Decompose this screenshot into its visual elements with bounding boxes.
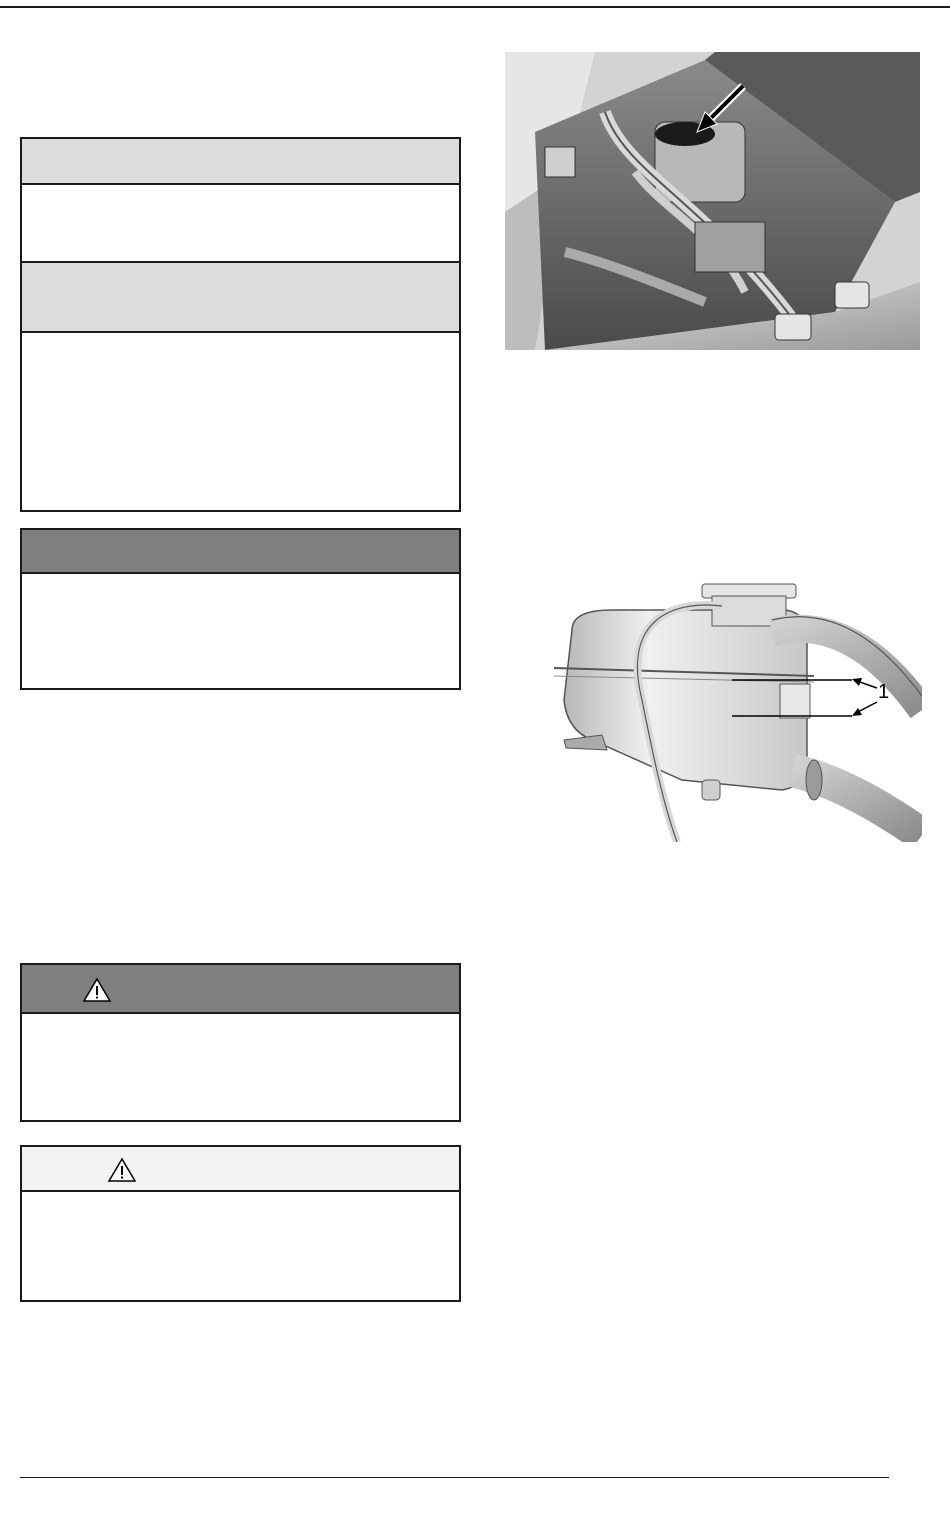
notice-box-1-body bbox=[22, 185, 459, 261]
warning-box bbox=[20, 963, 461, 1122]
footer-rule bbox=[20, 1477, 889, 1478]
notice-box-3-header bbox=[22, 530, 459, 574]
notice-box-3 bbox=[20, 528, 461, 690]
warning-triangle-icon bbox=[82, 977, 112, 1003]
engine-compartment-illustration bbox=[505, 52, 920, 350]
coolant-tank-illustration bbox=[552, 580, 922, 842]
caution-box-body bbox=[22, 1192, 459, 1300]
notice-box-2-body bbox=[22, 333, 459, 508]
notice-box-3-body bbox=[22, 574, 459, 688]
caution-box bbox=[20, 1145, 461, 1302]
warning-triangle-icon bbox=[107, 1157, 137, 1183]
warning-box-body bbox=[22, 1014, 459, 1120]
notice-box-1-header bbox=[22, 139, 459, 185]
notice-box-2-header bbox=[22, 261, 459, 333]
header-rule bbox=[0, 6, 950, 8]
callout-1: 1 bbox=[878, 681, 890, 703]
notice-box-1 bbox=[20, 137, 461, 512]
warning-box-header bbox=[22, 965, 459, 1014]
caution-box-header bbox=[22, 1147, 459, 1192]
